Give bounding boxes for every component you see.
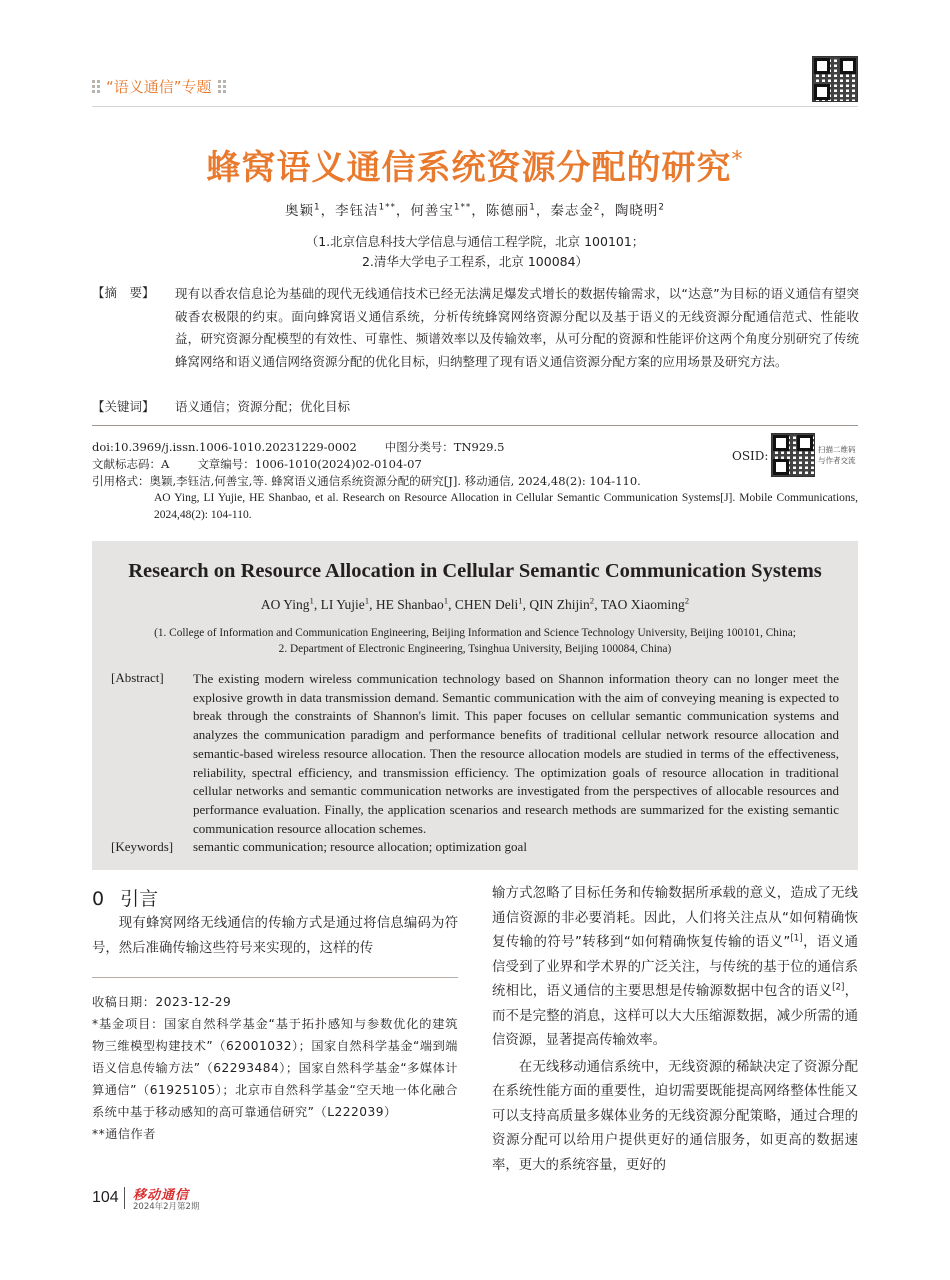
right-column-text: 输方式忽略了目标任务和传输数据所承载的意义，造成了无线通信资源的非必要消耗。因此，人们将关注点从“如何精确恢复传输的符号”转移到“如何精确恢复传输的语义”[1]，语义通信受到了业界和学术界的广泛关注，与传统的基于位的通信系统相比，语义通信的主要思想是传输源数据中包含的语义[2]，而不是完整的消息，这样可以大大压缩源数据，减少所需的通信资源，显著提高传输效率。 在无线移动通信系统中，无线资源的稀缺决定了资源分配在系统性能方面的重要性，迫切需要既能提高网络整体性能又可以支持高质量多媒体业务的无线资源分配策略，通过合理的资源分配可以给用户提供更好的通信服务，如更高的数据速率，更大的系统容量，更好的 (492, 886, 859, 1173)
author-affil-mark: 2 (589, 595, 595, 606)
qr-code-icon (812, 56, 858, 102)
section-heading: 0 引言 (92, 888, 159, 910)
author-name: 李钰洁 (335, 203, 379, 219)
header-divider (92, 106, 858, 107)
topic-label: “语义通信”专题 (106, 78, 212, 96)
citation-cn: 引用格式：奥颖,李钰洁,何善宝,等. 蜂窝语义通信系统资源分配的研究[J]. 移动通信, 2024,48(2): 104-110. (92, 474, 641, 488)
english-abstract-text: The existing modern wireless communication technology based on Shannon information theory can no longer meet the explosive growth in data transmission demand. Semantic communication with the aim of conveying meaning is expected to break through the constraints of Shannon's limit. This paper focuses on cellular semantic communication systems and analyzes the communication paradigm and performance benefits of traditional cellular network resource allocation and semantic-based wireless resource allocation. Then the resource allocation models are studied in terms of the effectiveness, reliability, spectral efficiency, and transmission efficiency. The optimization goals of resource allocation in traditional cellular networks and semantic communication networks are investigated from the perspectives of allocable resources and performance evaluation. Finally, the application scenarios and research methods are summarized for the existing semantic communication resource allocation schemes. (193, 671, 839, 836)
english-abstract-label: [Abstract] (111, 670, 164, 685)
page-number: 104 (92, 1189, 119, 1206)
paper-title: 蜂窝语义通信系统资源分配的研究* (206, 146, 744, 188)
keywords-label: 【关键词】 (92, 399, 155, 414)
author-name: 陶晓明 (614, 203, 659, 219)
doc-code-line: 文献标志码：A 文章编号：1006-1010(2024)02-0104-07 (92, 457, 422, 471)
doi-line: doi:10.3969/j.issn.1006-1010.20231229-0002 中图分类号：TN929.5 (92, 440, 505, 454)
issue-label: 2024年2月第2期 (133, 1202, 200, 1212)
author-affil-mark: 2 (658, 202, 665, 213)
author-affil-mark: 1** (378, 202, 396, 213)
author-name: AO Ying (260, 597, 310, 612)
english-keywords-label: [Keywords] (111, 839, 174, 854)
author-name: LI Yujie (320, 597, 365, 612)
author-name: CHEN Deli (454, 597, 519, 612)
author-name: 何善宝 (410, 203, 454, 219)
author-name: 奥颖 (285, 203, 314, 219)
footnote-divider (92, 977, 458, 978)
journal-logo: 移动通信 (133, 1188, 190, 1203)
author-affil-mark: 1 (309, 595, 314, 606)
author-name: HE Shanbao (375, 597, 444, 612)
author-affil-mark: 1 (518, 595, 523, 606)
english-affiliations: (1. College of Information and Communication Engineering, Beijing Information and Science Technology University, Beijing 100101, China; 2. Department of Electronic Engineering, Tsinghua University, Beijing 100084, China) (154, 627, 796, 655)
english-title: Research on Resource Allocation in Cellular Semantic Communication Systems (128, 560, 822, 582)
author-name: QIN Zhijin (529, 597, 590, 612)
footer-divider (124, 1187, 125, 1209)
author-affil-mark: 2 (684, 595, 690, 606)
keywords-text: 语义通信；资源分配；优化目标 (175, 399, 351, 414)
dots-icon (92, 80, 100, 93)
author-affil-mark: 1** (453, 202, 472, 213)
osid-note: 扫描二维码 与作者交流 (818, 445, 856, 465)
english-author-list: AO Ying$^1$, LI Yujie$^1$, HE Shanbao$^1$, CHEN Deli$^1$, QIN Zhijin$^2$, TAO Xiaoming$^2$ (260, 595, 690, 612)
abstract-label: 【摘 要】 (92, 285, 155, 300)
author-list: 奥颖$^1$，李钰洁$^{1**}$，何善宝$^{1**}$，陈德丽$^1$，秦志金$^2$，陶晓明$^2$ (285, 202, 665, 219)
osid-qr-icon (771, 433, 815, 477)
dots-icon (218, 80, 226, 93)
author-affil-mark: 1 (529, 202, 536, 213)
section-divider (92, 425, 858, 426)
osid-label: OSID: (732, 449, 769, 463)
author-affil-mark: 1 (443, 595, 449, 606)
author-affil-mark: 2 (593, 202, 601, 213)
affiliations: （1.北京信息科技大学信息与通信工程学院，北京 100101； 2.清华大学电子工程系，北京 100084） (305, 234, 645, 269)
author-affil-mark: 1 (364, 595, 370, 606)
author-affil-mark: 1 (314, 202, 321, 213)
topic-header (92, 76, 226, 97)
citation-en: AO Ying, LI Yujie, HE Shanbao, et al. Research on Resource Allocation in Cellular Semantic Communication Systems[J]. Mobile Communications, 2024,48(2): 104-110. (154, 492, 858, 521)
left-column-text: 现有蜂窝网络无线通信的传输方式是通过将信息编码为符号，然后准确传输这些符号来实现的，这样的传 (92, 916, 458, 956)
english-keywords-text: semantic communication; resource allocation; optimization goal (193, 839, 527, 854)
abstract-text: 现有以香农信息论为基础的现代无线通信技术已经无法满足爆发式增长的数据传输需求，以“达意”为目标的语义通信有望突破香农极限的约束。面向蜂窝语义通信系统，分析传统蜂窝网络资源分配以及基于语义的无线资源分配通信范式、性能收益，研究资源分配模型的有效性、可靠性、频谱效率以及传输效率，从可分配的资源和性能评价这两个角度分别研究了传统蜂窝网络和语义通信网络资源分配的优化目标，归纳整理了现有语义通信资源分配方案的应用场景及研究方法。 (175, 286, 859, 369)
author-name: 秦志金 (550, 203, 594, 219)
author-name: TAO Xiaoming (600, 597, 685, 612)
author-name: 陈德丽 (485, 203, 530, 219)
footnotes: 收稿日期：2023-12-29 *基金项目：国家自然科学基金“基于拓扑感知与参数优化的建筑物三维模型构建技术”（62001032）；国家自然科学基金“端到端语义信息传输方法”（62293484）；国家自然科学基金“多媒体计算通信”（61925105）；北京市自然科学基金“空天地一体化融合系统中基于移动感知的高可靠通信研究”（L222039） **通信作者 (92, 995, 458, 1141)
